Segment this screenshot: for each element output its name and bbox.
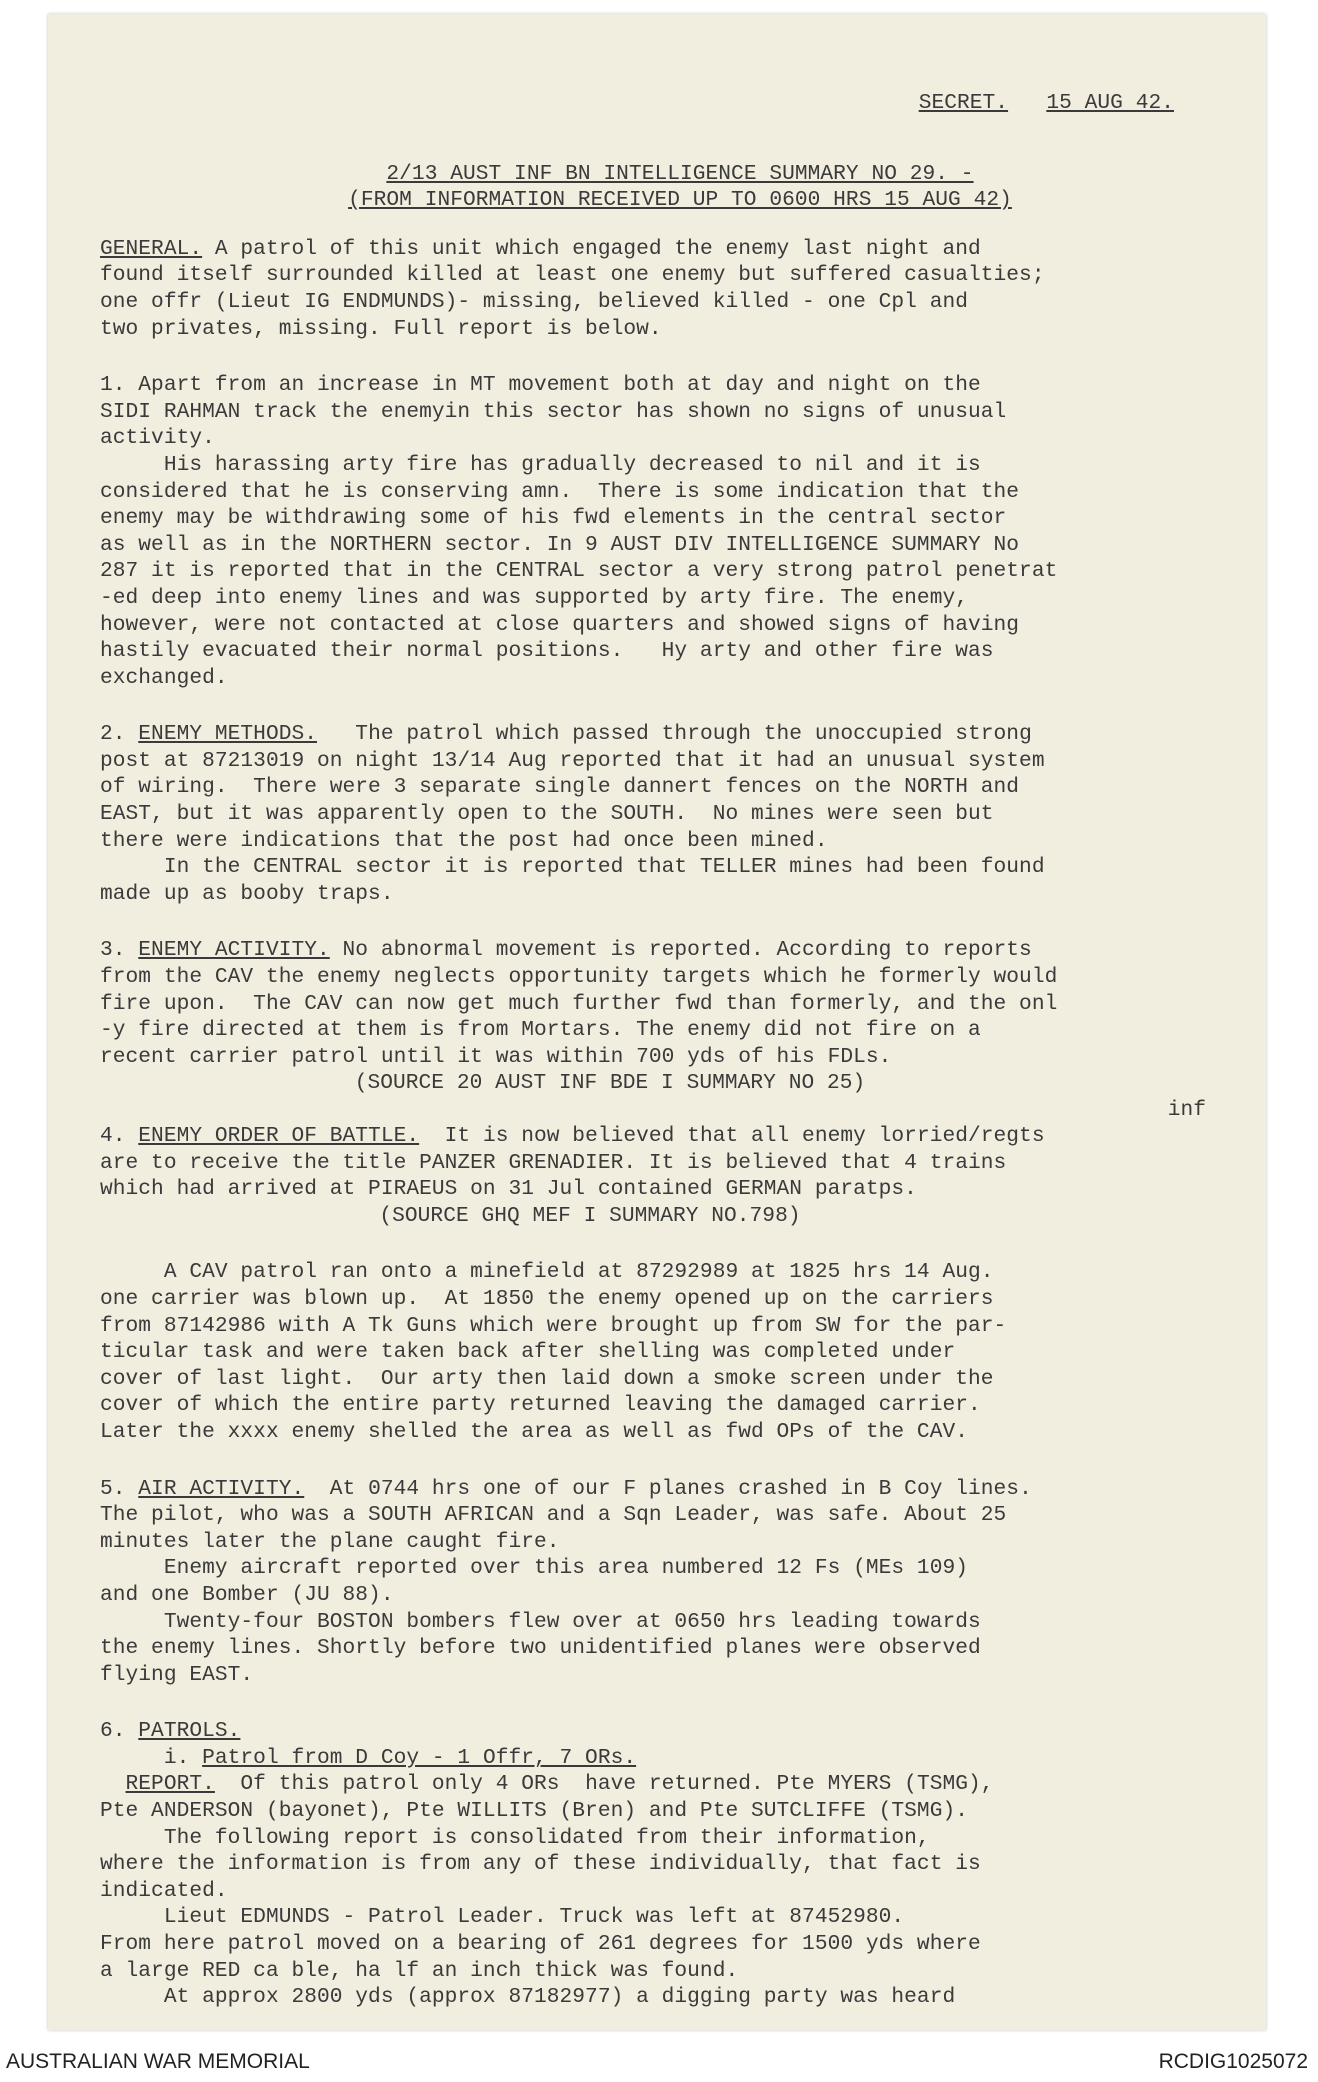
title-line-2: (FROM INFORMATION RECEIVED UP TO 0600 HRS 15 AUG 42) <box>348 188 1012 213</box>
text-line: indicated. <box>100 1878 228 1903</box>
text-line: activity. <box>100 426 215 451</box>
text-line: Twenty-four BOSTON bombers flew over at 0650 hrs leading towards <box>100 1609 981 1634</box>
text-line: one offr (Lieut IG ENDMUNDS)- missing, believed killed - one Cpl and <box>100 289 968 314</box>
text-line: Later the xxxx enemy shelled the area as well as fwd OPs of the CAV. <box>100 1419 968 1444</box>
text-line: however, were not contacted at close quarters and showed signs of having <box>100 612 1020 637</box>
general-section <box>100 236 1260 342</box>
classification: SECRET. <box>918 91 1009 115</box>
text-line: from the CAV the enemy neglects opportunity targets which he formerly would <box>100 965 1058 990</box>
section-number: 4. <box>100 1124 139 1148</box>
text-line: two privates, missing. Full report is below. <box>100 316 662 341</box>
text-line: At approx 2800 yds (approx 87182977) a digging party was heard <box>100 1985 956 2010</box>
text-line: there were indications that the post had once been mined. <box>100 828 828 853</box>
text-line: EAST, but it was apparently open to the SOUTH. No mines were seen but <box>100 802 994 827</box>
section-heading: PATROLS. <box>138 1719 241 1744</box>
reference-number: RCDIG1025072 <box>1158 2050 1308 2073</box>
text-line: flying EAST. <box>100 1662 254 1687</box>
text-line: SIDI RAHMAN track the enemyin this sector has shown no signs of unusual <box>100 399 1007 424</box>
text-line: of wiring. There were 3 separate single dannert fences on the NORTH and <box>100 775 1020 800</box>
text-line: 287 it is reported that in the CENTRAL sector a very strong patrol penetrat <box>100 559 1058 584</box>
text-line: Of this patrol only 4 ORs have returned. Pte MYERS (TSMG), <box>214 1772 994 1797</box>
text-line: Lieut EDMUNDS - Patrol Leader. Truck was left at 87452980. <box>100 1905 905 1930</box>
intelligence-summary <box>100 90 1260 2011</box>
text-line: minutes later the plane caught fire. <box>100 1529 560 1554</box>
section-number: 3. <box>100 938 139 963</box>
text-line: In the CENTRAL sector it is reported that TELLER mines had been found <box>100 855 1045 880</box>
text-line: A CAV patrol ran onto a minefield at 87292989 at 1825 hrs 14 Aug. <box>100 1260 994 1285</box>
section-heading: AIR ACTIVITY. <box>138 1476 305 1501</box>
text-line: fire upon. The CAV can now get much further fwd than formerly, and the onl <box>100 991 1058 1016</box>
header-line <box>100 90 1260 117</box>
source-line: (SOURCE GHQ MEF I SUMMARY NO.798) <box>379 1203 801 1228</box>
section-number: 6. <box>100 1719 139 1744</box>
text-line: ticular task and were taken back after shelling was completed under <box>100 1340 956 1365</box>
text-line: At 0744 hrs one of our F planes crashed in B Coy lines. <box>304 1476 1032 1501</box>
text-line: It is now believed that all enemy lorried/regts <box>419 1124 1045 1148</box>
text-line: as well as in the NORTHERN sector. In 9 AUST DIV INTELLIGENCE SUMMARY No <box>100 532 1020 557</box>
text-line: where the information is from any of these individually, that fact is <box>100 1852 981 1877</box>
text-line: the enemy lines. Shortly before two unidentified planes were observed <box>100 1636 981 1661</box>
section-heading: ENEMY METHODS. <box>138 722 318 747</box>
text-line: Pte ANDERSON (bayonet), Pte WILLITS (Bren) and Pte SUTCLIFFE (TSMG). <box>100 1799 968 1824</box>
text-line: from 87142986 with A Tk Guns which were brought up from SW for the par- <box>100 1313 1007 1338</box>
document-date: 15 AUG 42. <box>1046 91 1174 115</box>
text-line: hastily evacuated their normal positions. Hy arty and other fire was <box>100 639 994 664</box>
text-line: are to receive the title PANZER GRENADIER. It is believed that 4 trains <box>100 1150 1007 1175</box>
text-line: found itself surrounded killed at least one enemy but suffered casualties; <box>100 263 1045 288</box>
text-line: one carrier was blown up. At 1850 the enemy opened up on the carriers <box>100 1286 994 1311</box>
text-line: -y fire directed at them is from Mortars. The enemy did not fire on a <box>100 1018 981 1043</box>
text-line: The pilot, who was a SOUTH AFRICAN and a Sqn Leader, was safe. About 25 <box>100 1503 1007 1528</box>
text-line: -ed deep into enemy lines and was supported by arty fire. The enemy, <box>100 585 968 610</box>
text-line: recent carrier patrol until it was within 700 yds of his FDLs. <box>100 1044 892 1069</box>
text-line: 1. Apart from an increase in MT movement both at day and night on the <box>100 373 981 398</box>
section-number: 5. <box>100 1476 139 1501</box>
section-2-enemy-methods <box>100 721 1260 907</box>
text-line: Enemy aircraft reported over this area numbered 12 Fs (MEs 109) <box>100 1556 968 1581</box>
section-3-enemy-activity <box>100 937 1260 1123</box>
text-line: which had arrived at PIRAEUS on 31 Jul contained GERMAN paratps. <box>100 1177 917 1202</box>
text-line: From here patrol moved on a bearing of 261 degrees for 1500 yds where <box>100 1932 981 1957</box>
report-label: REPORT. <box>125 1772 215 1797</box>
text-line: cover of last light. Our arty then laid down a smoke screen under the <box>100 1366 994 1391</box>
section-5-air-activity <box>100 1476 1260 1689</box>
text-line: considered that he is conserving amn. There is some indication that the <box>100 479 1020 504</box>
text-line: His harassing arty fire has gradually decreased to nil and it is <box>100 452 981 477</box>
patrol-subheading: Patrol from D Coy - 1 Offr, 7 ORs. <box>202 1745 637 1770</box>
text-line: exchanged. <box>100 665 228 690</box>
section-heading: ENEMY ORDER OF BATTLE. <box>138 1124 420 1148</box>
text-line: made up as booby traps. <box>100 881 394 906</box>
section-number: 2. <box>100 722 139 747</box>
section-1 <box>100 372 1260 691</box>
text-line: enemy may be withdrawing some of his fwd elements in the central sector <box>100 506 1007 531</box>
section-6-patrols: 6. PATROLS. i. Patrol from D Coy - 1 Offr, 7 ORs. REPORT. Of this patrol only 4 ORs have returned. Pte MYERS (TSMG), Pte ANDERSON (bayonet), Pte WILLITS (Bren) and Pte SUTCLIFFE (TSMG). The following report is consolidated from their information, where the information is from any of these individually, that fact is indicated. Lieut EDMUNDS - Patrol Leader. Truck was left at 87452980. From here patrol moved on a bearing of 261 degrees for 1500 yds where a large RED ca ble, ha lf an inch thick was found. At approx 2800 yds (approx 87182977) a digging party was heard <box>100 1718 1260 2011</box>
text-line: and one Bomber (JU 88). <box>100 1582 394 1607</box>
text-line: A patrol of this unit which engaged the enemy last night and <box>202 236 981 261</box>
section-4-order-of-battle <box>100 1123 1260 1446</box>
text-line: No abnormal movement is reported. According to reports <box>329 938 1032 963</box>
text-line: The following report is consolidated from their information, <box>100 1825 930 1850</box>
archive-footer <box>0 2048 1318 2078</box>
title-line-1: 2/13 AUST INF BN INTELLIGENCE SUMMARY NO 29. - <box>386 161 974 186</box>
section-heading: ENEMY ACTIVITY. <box>138 938 330 963</box>
institution-name: AUSTRALIAN WAR MEMORIAL <box>6 2050 310 2073</box>
text-line: post at 87213019 on night 13/14 Aug reported that it had an unusual system <box>100 748 1045 773</box>
text-line: The patrol which passed through the unoccupied strong <box>317 722 1032 747</box>
source-line: (SOURCE 20 AUST INF BDE I SUMMARY NO 25) <box>354 1071 866 1096</box>
text-line: a large RED ca ble, ha lf an inch thick was found. <box>100 1958 739 1983</box>
text-line: cover of which the entire party returned leaving the damaged carrier. <box>100 1393 981 1418</box>
general-heading: GENERAL. <box>100 236 203 261</box>
handwritten-insert: inf <box>1167 1098 1206 1122</box>
